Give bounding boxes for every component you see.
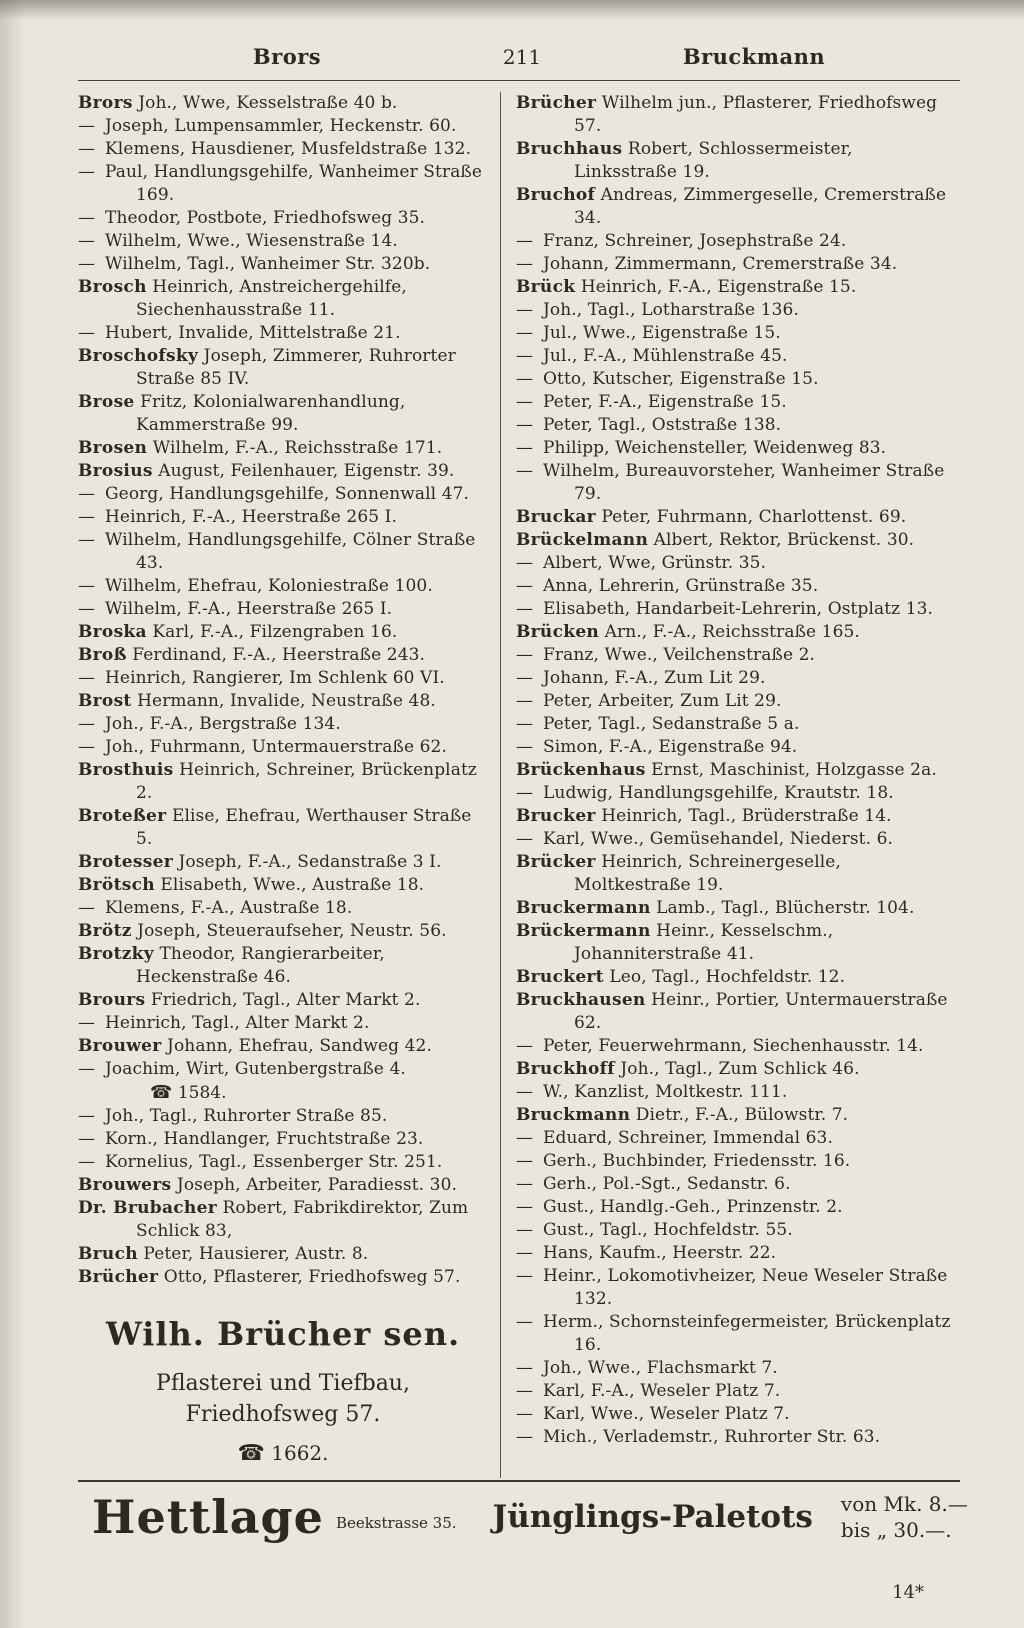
ditto-dash-marker: — bbox=[78, 507, 96, 527]
directory-entry: — Johann, F.-A., Zum Lit 29. bbox=[516, 668, 766, 688]
directory-entry: — Joseph, Lumpensammler, Heckenstr. 60. bbox=[78, 116, 457, 136]
ditto-dash-marker: — bbox=[516, 1266, 534, 1286]
ditto-dash-marker: — bbox=[516, 254, 534, 274]
ditto-dash-marker: — bbox=[516, 1404, 534, 1424]
entry-surname: Brouwer bbox=[78, 1036, 162, 1056]
directory-entry: Broschofsky Joseph, Zimmerer, Ruhrorter Straße 85 IV. bbox=[78, 346, 456, 389]
directory-entry: Brors Joh., Wwe, Kesselstraße 40 b. bbox=[78, 93, 398, 113]
entry-surname: Brose bbox=[78, 392, 135, 412]
ditto-dash-marker: — bbox=[78, 208, 96, 228]
ditto-dash-marker: — bbox=[516, 691, 534, 711]
directory-entry: Brours Friedrich, Tagl., Alter Markt 2. bbox=[78, 990, 421, 1010]
ditto-dash-marker: — bbox=[516, 783, 534, 803]
directory-entry: Bruckhausen Heinr., Portier, Untermauerstraße 62. bbox=[516, 990, 948, 1033]
entry-surname: Bruch bbox=[78, 1244, 138, 1264]
directory-entry: — Mich., Verlademstr., Ruhrorter Str. 63. bbox=[516, 1427, 881, 1447]
footer-rule bbox=[78, 1480, 960, 1482]
entry-surname: Bruckhausen bbox=[516, 990, 646, 1010]
bruecher-advertisement bbox=[78, 1315, 488, 1478]
directory-entry: — Klemens, Hausdiener, Musfeldstraße 132. bbox=[78, 139, 472, 159]
ditto-dash-marker: — bbox=[516, 668, 534, 688]
directory-entry: Broteßer Elise, Ehefrau, Werthauser Straße 5. bbox=[78, 806, 472, 849]
directory-entry: — Gerh., Pol.-Sgt., Sedanstr. 6. bbox=[516, 1174, 791, 1194]
directory-entry: Bruckmann Dietr., F.-A., Bülowstr. 7. bbox=[516, 1105, 849, 1125]
directory-entry: Brücker Heinrich, Schreinergeselle, Moltkestraße 19. bbox=[516, 852, 841, 895]
header-keyword-right: Bruckmann bbox=[682, 44, 826, 69]
directory-entry: — Heinr., Lokomotivheizer, Neue Weseler Straße 132. bbox=[516, 1266, 948, 1309]
entry-surname: Broschofsky bbox=[78, 346, 199, 366]
entry-surname: Dr. Brubacher bbox=[78, 1198, 217, 1218]
signature-mark: 14* bbox=[892, 1582, 924, 1603]
directory-entry: Bruckert Leo, Tagl., Hochfeldstr. 12. bbox=[516, 967, 846, 987]
entry-surname: Bruckar bbox=[516, 507, 596, 527]
entry-surname: Brückenhaus bbox=[516, 760, 646, 780]
ditto-dash-marker: — bbox=[516, 461, 534, 481]
directory-entry: Bruchof Andreas, Zimmergeselle, Cremerstraße 34. bbox=[516, 185, 947, 228]
directory-entry: Brotzky Theodor, Rangierarbeiter, Heckenstraße 46. bbox=[78, 944, 385, 987]
directory-entry: Brouwer Johann, Ehefrau, Sandweg 42. bbox=[78, 1036, 432, 1056]
directory-entry: — Gust., Handlg.-Geh., Prinzenstr. 2. bbox=[516, 1197, 843, 1217]
ditto-dash-marker: — bbox=[516, 1197, 534, 1217]
directory-entry: Brück Heinrich, F.-A., Eigenstraße 15. bbox=[516, 277, 857, 297]
directory-entry: Brücken Arn., F.-A., Reichsstraße 165. bbox=[516, 622, 860, 642]
directory-entry: Brosius August, Feilenhauer, Eigenstr. 39. bbox=[78, 461, 455, 481]
directory-entry: — Wilhelm, Ehefrau, Koloniestraße 100. bbox=[78, 576, 433, 596]
entry-surname: Bruchof bbox=[516, 185, 596, 205]
ditto-dash-marker: — bbox=[78, 231, 96, 251]
directory-entry: — Hans, Kaufm., Heerstr. 22. bbox=[516, 1243, 777, 1263]
directory-entry: — Anna, Lehrerin, Grünstraße 35. bbox=[516, 576, 819, 596]
directory-entry: — Karl, Wwe., Weseler Platz 7. bbox=[516, 1404, 790, 1424]
ditto-dash-marker: — bbox=[78, 1152, 96, 1172]
right-column-entries bbox=[516, 92, 960, 1449]
entry-surname: Brosch bbox=[78, 277, 147, 297]
entry-surname: Brötz bbox=[78, 921, 132, 941]
ditto-dash-marker: — bbox=[78, 714, 96, 734]
directory-entry: Brose Fritz, Kolonialwarenhandlung, Kammerstraße 99. bbox=[78, 392, 406, 435]
ditto-dash-marker: — bbox=[516, 346, 534, 366]
ditto-dash-marker: — bbox=[516, 553, 534, 573]
telephone-icon: ☎ bbox=[150, 1082, 173, 1103]
entry-surname: Brors bbox=[78, 93, 133, 113]
directory-entry: Dr. Brubacher Robert, Fabrikdirektor, Zum Schlick 83, bbox=[78, 1198, 469, 1241]
directory-entry: — Paul, Handlungsgehilfe, Wanheimer Straße 169. bbox=[78, 162, 483, 205]
directory-entry: — Joh., Fuhrmann, Untermauerstraße 62. bbox=[78, 737, 447, 757]
entry-surname: Brosius bbox=[78, 461, 153, 481]
directory-entry: Bruckermann Lamb., Tagl., Blücherstr. 104. bbox=[516, 898, 915, 918]
directory-entry: — Eduard, Schreiner, Immendal 63. bbox=[516, 1128, 833, 1148]
ditto-dash-marker: — bbox=[516, 1243, 534, 1263]
entry-surname: Brücker bbox=[516, 852, 596, 872]
left-column-entries bbox=[78, 92, 488, 1289]
directory-entry: — W., Kanzlist, Moltkestr. 111. bbox=[516, 1082, 788, 1102]
directory-entry: Brotesser Joseph, F.-A., Sedanstraße 3 I. bbox=[78, 852, 442, 872]
directory-entry: — Jul., Wwe., Eigenstraße 15. bbox=[516, 323, 781, 343]
ditto-dash-marker: — bbox=[78, 668, 96, 688]
directory-entry: — Wilhelm, Handlungsgehilfe, Cölner Straße 43. bbox=[78, 530, 476, 573]
hettlage-address: Beekstrasse 35. bbox=[335, 1514, 457, 1532]
ditto-dash-marker: — bbox=[516, 576, 534, 596]
ditto-dash-marker: — bbox=[78, 737, 96, 757]
entry-surname: Brückelmann bbox=[516, 530, 649, 550]
ditto-dash-marker: — bbox=[78, 530, 96, 550]
ditto-dash-marker: — bbox=[78, 1129, 96, 1149]
directory-entry: Brötz Joseph, Steueraufseher, Neustr. 56. bbox=[78, 921, 447, 941]
telephone-icon: ☎ bbox=[237, 1440, 265, 1466]
entry-surname: Bruckermann bbox=[516, 898, 651, 918]
ditto-dash-marker: — bbox=[78, 323, 96, 343]
directory-entry: Brückermann Heinr., Kesselschm., Johanniterstraße 41. bbox=[516, 921, 834, 964]
directory-entry: — Elisabeth, Handarbeit-Lehrerin, Ostplatz 13. bbox=[516, 599, 934, 619]
directory-entry: — Klemens, F.-A., Austraße 18. bbox=[78, 898, 353, 918]
directory-entry: — Johann, Zimmermann, Cremerstraße 34. bbox=[516, 254, 898, 274]
entry-surname: Brötsch bbox=[78, 875, 155, 895]
entry-surname: Bruckmann bbox=[516, 1105, 631, 1125]
ditto-dash-marker: — bbox=[78, 1013, 96, 1033]
ditto-dash-marker: — bbox=[516, 231, 534, 251]
entry-surname: Bruchhaus bbox=[516, 139, 623, 159]
directory-entry: — Heinrich, F.-A., Heerstraße 265 I. bbox=[78, 507, 397, 527]
directory-entry: — Korn., Handlanger, Fruchtstraße 23. bbox=[78, 1129, 424, 1149]
entry-surname: Broteßer bbox=[78, 806, 167, 826]
ditto-dash-marker: — bbox=[78, 139, 96, 159]
directory-entry: — Herm., Schornsteinfegermeister, Brückenplatz 16. bbox=[516, 1312, 951, 1355]
directory-entry: Brost Hermann, Invalide, Neustraße 48. bbox=[78, 691, 436, 711]
directory-entry: Brosthuis Heinrich, Schreiner, Brückenplatz 2. bbox=[78, 760, 477, 803]
ditto-dash-marker: — bbox=[516, 645, 534, 665]
directory-entry: — Wilhelm, Bureauvorsteher, Wanheimer Straße 79. bbox=[516, 461, 945, 504]
scan-edge-shadow-left bbox=[0, 0, 26, 1628]
directory-entry: Brücher Otto, Pflasterer, Friedhofsweg 57. bbox=[78, 1267, 461, 1287]
entry-surname: Brücken bbox=[516, 622, 600, 642]
entry-surname: Brotesser bbox=[78, 852, 173, 872]
directory-entry: — Otto, Kutscher, Eigenstraße 15. bbox=[516, 369, 819, 389]
directory-entry: Bruch Peter, Hausierer, Austr. 8. bbox=[78, 1244, 369, 1264]
ditto-dash-marker: — bbox=[516, 1082, 534, 1102]
ditto-dash-marker: — bbox=[516, 300, 534, 320]
directory-entry: — Theodor, Postbote, Friedhofsweg 35. bbox=[78, 208, 426, 228]
directory-entry: — Joh., Wwe., Flachsmarkt 7. bbox=[516, 1358, 778, 1378]
directory-entry: — Karl, F.-A., Weseler Platz 7. bbox=[516, 1381, 781, 1401]
hettlage-advertisement bbox=[92, 1490, 968, 1544]
entry-surname: Broska bbox=[78, 622, 147, 642]
directory-entry: — Albert, Wwe, Grünstr. 35. bbox=[516, 553, 767, 573]
directory-entry: — Simon, F.-A., Eigenstraße 94. bbox=[516, 737, 798, 757]
entry-surname: Brouwers bbox=[78, 1175, 172, 1195]
entry-surname: Brücher bbox=[516, 93, 597, 113]
directory-entry: — Wilhelm, F.-A., Heerstraße 265 I. bbox=[78, 599, 393, 619]
ditto-dash-marker: — bbox=[516, 392, 534, 412]
footer-product: Jünglings-Paletots bbox=[492, 1499, 813, 1535]
ditto-dash-marker: — bbox=[516, 1312, 534, 1332]
ditto-dash-marker: — bbox=[516, 1427, 534, 1447]
ad-body: Pflasterei und Tiefbau, Friedhofsweg 57. bbox=[156, 1371, 410, 1427]
ditto-dash-marker: — bbox=[516, 415, 534, 435]
ditto-dash-marker: — bbox=[78, 116, 96, 136]
directory-entry: — Philipp, Weichensteller, Weidenweg 83. bbox=[516, 438, 887, 458]
directory-entry: — Franz, Wwe., Veilchenstraße 2. bbox=[516, 645, 816, 665]
directory-entry: Brosch Heinrich, Anstreichergehilfe, Siechenhausstraße 11. bbox=[78, 277, 407, 320]
directory-entry: — Jul., F.-A., Mühlenstraße 45. bbox=[516, 346, 788, 366]
phone-number-line: ☎ 1584. bbox=[150, 1082, 227, 1103]
price-line-1: von Mk. 8.— bbox=[840, 1492, 968, 1516]
directory-entry: Brückenhaus Ernst, Maschinist, Holzgasse 2a. bbox=[516, 760, 937, 780]
directory-entry: Broska Karl, F.-A., Filzengraben 16. bbox=[78, 622, 398, 642]
ditto-dash-marker: — bbox=[78, 484, 96, 504]
entry-surname: Broß bbox=[78, 645, 127, 665]
directory-entry: Bruchhaus Robert, Schlossermeister, Linksstraße 19. bbox=[516, 139, 853, 182]
ditto-dash-marker: — bbox=[78, 1106, 96, 1126]
ditto-dash-marker: — bbox=[516, 1151, 534, 1171]
ditto-dash-marker: — bbox=[516, 1036, 534, 1056]
header-rule bbox=[78, 80, 960, 81]
directory-entry: Broß Ferdinand, F.-A., Heerstraße 243. bbox=[78, 645, 426, 665]
hettlage-brand: Hettlage bbox=[92, 1490, 324, 1544]
ditto-dash-marker: — bbox=[516, 323, 534, 343]
entry-surname: Brours bbox=[78, 990, 146, 1010]
entry-surname: Brost bbox=[78, 691, 132, 711]
ditto-dash-marker: — bbox=[78, 162, 96, 182]
ditto-dash-marker: — bbox=[78, 1059, 96, 1079]
directory-entry: — Joh., Tagl., Lotharstraße 136. bbox=[516, 300, 799, 320]
ditto-dash-marker: — bbox=[516, 369, 534, 389]
directory-entry: — Peter, Arbeiter, Zum Lit 29. bbox=[516, 691, 782, 711]
ditto-dash-marker: — bbox=[516, 1381, 534, 1401]
directory-entry: Brouwers Joseph, Arbeiter, Paradiesst. 30. bbox=[78, 1175, 458, 1195]
ditto-dash-marker: — bbox=[516, 737, 534, 757]
entry-surname: Brucker bbox=[516, 806, 596, 826]
directory-entry: Brucker Heinrich, Tagl., Brüderstraße 14. bbox=[516, 806, 892, 826]
left-column bbox=[78, 92, 498, 1478]
entry-surname: Brotzky bbox=[78, 944, 154, 964]
ditto-dash-marker: — bbox=[516, 1220, 534, 1240]
directory-entry: — Hubert, Invalide, Mittelstraße 21. bbox=[78, 323, 401, 343]
ditto-dash-marker: — bbox=[516, 1128, 534, 1148]
directory-entry: — Wilhelm, Wwe., Wiesenstraße 14. bbox=[78, 231, 398, 251]
ad-phone-number: 1662. bbox=[271, 1440, 329, 1465]
directory-entry: — Georg, Handlungsgehilfe, Sonnenwall 47. bbox=[78, 484, 470, 504]
header-keyword-left: Brors bbox=[252, 44, 322, 69]
directory-entry: — Joachim, Wirt, Gutenbergstraße 4. bbox=[78, 1059, 406, 1079]
ditto-dash-marker: — bbox=[516, 1358, 534, 1378]
ditto-dash-marker: — bbox=[78, 898, 96, 918]
directory-entry: Brötsch Elisabeth, Wwe., Austraße 18. bbox=[78, 875, 425, 895]
directory-columns bbox=[78, 92, 960, 1478]
directory-entry: — Wilhelm, Tagl., Wanheimer Str. 320b. bbox=[78, 254, 431, 274]
ditto-dash-marker: — bbox=[516, 714, 534, 734]
ditto-dash-marker: — bbox=[78, 599, 96, 619]
directory-entry: Brückelmann Albert, Rektor, Brückenst. 30. bbox=[516, 530, 915, 550]
directory-entry: — Kornelius, Tagl., Essenberger Str. 251. bbox=[78, 1152, 443, 1172]
entry-surname: Bruckhoff bbox=[516, 1059, 615, 1079]
price-line-2: bis „ 30.—. bbox=[840, 1518, 952, 1542]
ditto-dash-marker: — bbox=[78, 254, 96, 274]
directory-entry: — Peter, Feuerwehrmann, Siechenhausstr. 14. bbox=[516, 1036, 924, 1056]
directory-entry: — Heinrich, Rangierer, Im Schlenk 60 VI. bbox=[78, 668, 445, 688]
entry-surname: Bruckert bbox=[516, 967, 604, 987]
ditto-dash-marker: — bbox=[516, 599, 534, 619]
directory-entry: Brücher Wilhelm jun., Pflasterer, Friedhofsweg 57. bbox=[516, 93, 938, 136]
directory-entry: Bruckar Peter, Fuhrmann, Charlottenst. 69. bbox=[516, 507, 907, 527]
directory-entry: — Joh., F.-A., Bergstraße 134. bbox=[78, 714, 341, 734]
page-header bbox=[78, 44, 960, 69]
directory-entry: — Karl, Wwe., Gemüsehandel, Niederst. 6. bbox=[516, 829, 894, 849]
entry-surname: Brücher bbox=[78, 1267, 159, 1287]
directory-entry: — Franz, Schreiner, Josephstraße 24. bbox=[516, 231, 847, 251]
ditto-dash-marker: — bbox=[516, 829, 534, 849]
directory-entry: — Joh., Tagl., Ruhrorter Straße 85. bbox=[78, 1106, 388, 1126]
entry-surname: Brosen bbox=[78, 438, 148, 458]
ad-title: Wilh. Brücher sen. bbox=[105, 1315, 461, 1353]
directory-entry: Brosen Wilhelm, F.-A., Reichsstraße 171. bbox=[78, 438, 443, 458]
ditto-dash-marker: — bbox=[78, 576, 96, 596]
ad-phone-line bbox=[78, 1441, 488, 1466]
directory-entry: — Gerh., Buchbinder, Friedensstr. 16. bbox=[516, 1151, 851, 1171]
scan-edge-shadow-top bbox=[0, 0, 1024, 20]
directory-entry: — Peter, Tagl., Sedanstraße 5 a. bbox=[516, 714, 800, 734]
entry-surname: Brück bbox=[516, 277, 576, 297]
directory-entry: — Gust., Tagl., Hochfeldstr. 55. bbox=[516, 1220, 793, 1240]
directory-entry: — Peter, Tagl., Oststraße 138. bbox=[516, 415, 782, 435]
entry-surname: Brückermann bbox=[516, 921, 651, 941]
directory-entry: Bruckhoff Joh., Tagl., Zum Schlick 46. bbox=[516, 1059, 860, 1079]
directory-entry: — Peter, F.-A., Eigenstraße 15. bbox=[516, 392, 787, 412]
entry-surname: Brosthuis bbox=[78, 760, 174, 780]
footer-prices bbox=[841, 1491, 968, 1543]
page-number: 211 bbox=[502, 45, 542, 69]
directory-entry: — Ludwig, Handlungsgehilfe, Krautstr. 18. bbox=[516, 783, 894, 803]
ditto-dash-marker: — bbox=[516, 1174, 534, 1194]
ditto-dash-marker: — bbox=[516, 438, 534, 458]
right-column bbox=[501, 92, 960, 1478]
directory-entry: — Heinrich, Tagl., Alter Markt 2. bbox=[78, 1013, 370, 1033]
